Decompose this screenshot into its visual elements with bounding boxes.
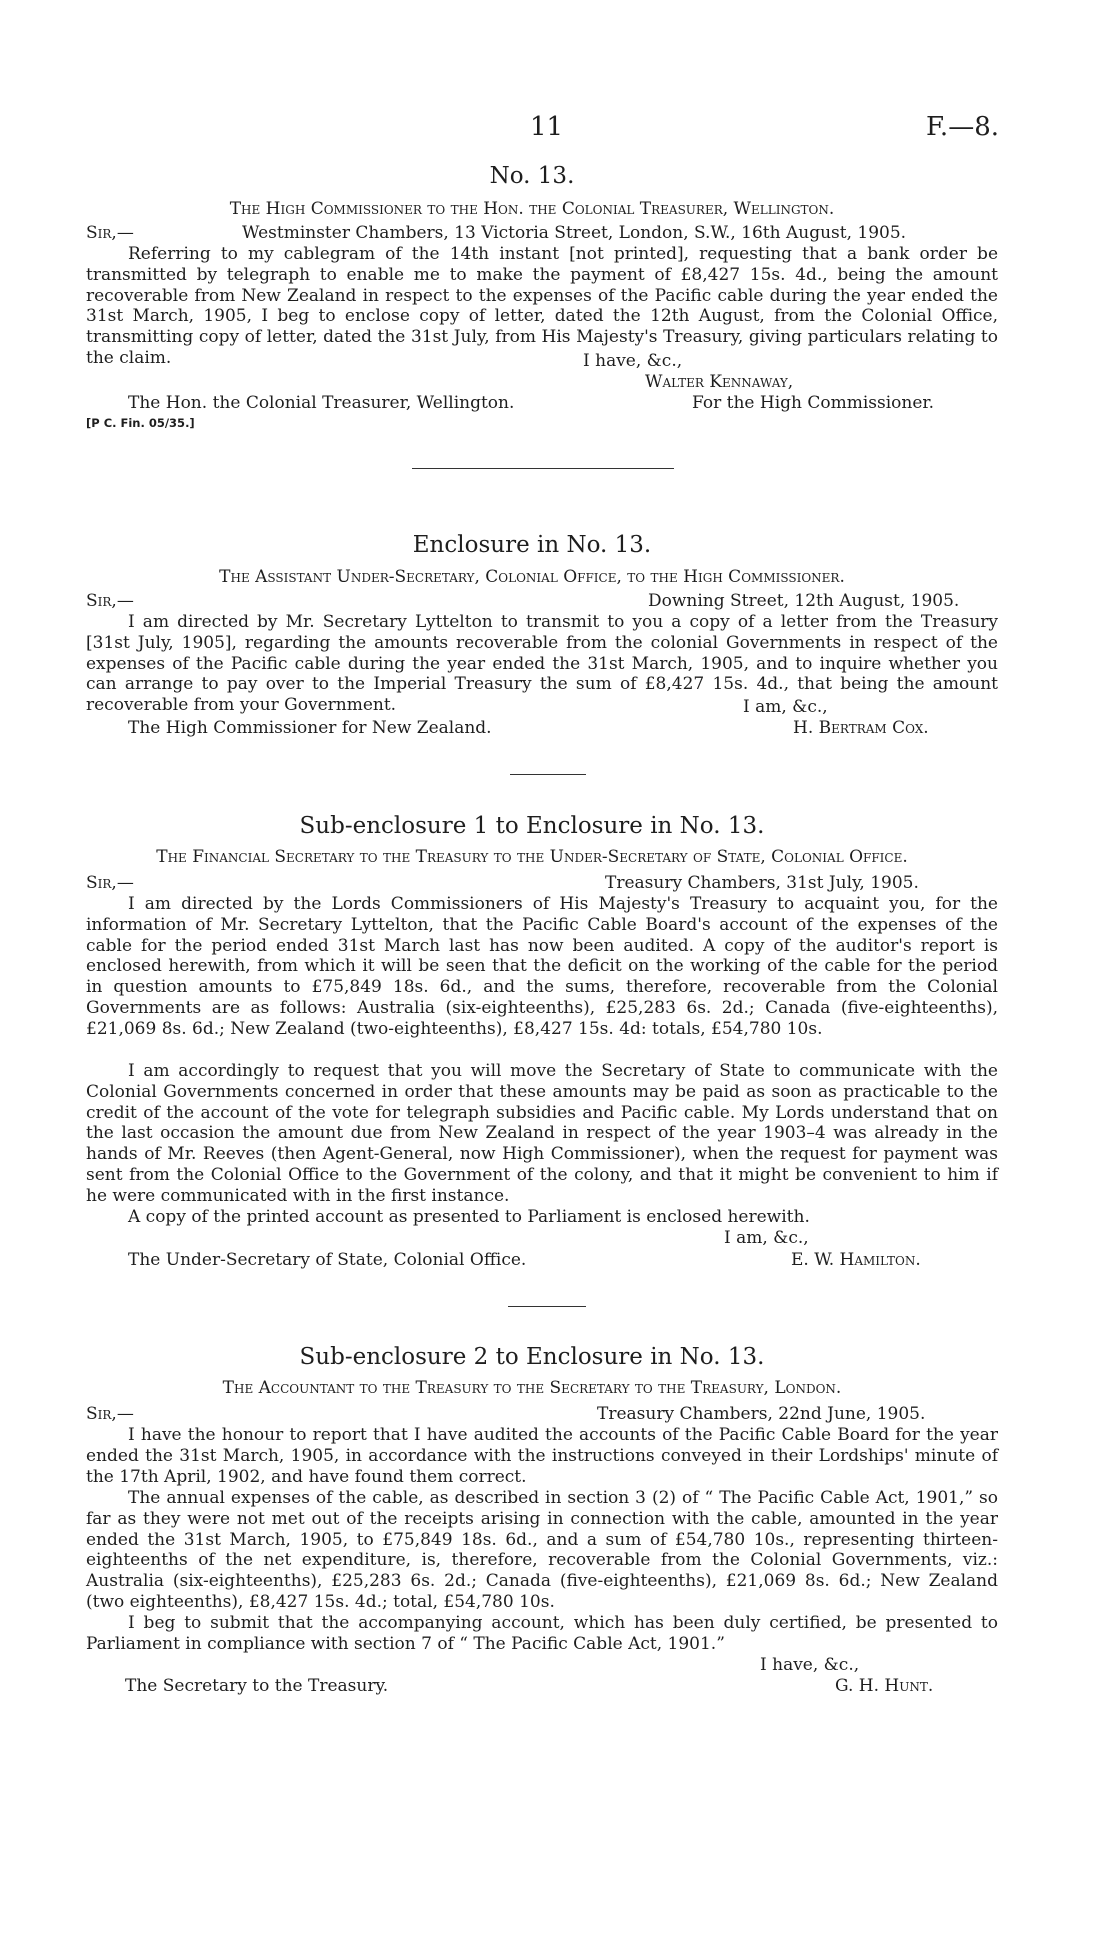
sub2-paragraph-2: The annual expenses of the cable, as described in section 3 (2) of “ The Pacific Cable Act, 1901,” so far as they were not met out of the receipts arising in connection with the cable, amounted in the year ended the 31st March, 1905, to £75,849 18s. 6d., and a sum of £54,780 10s., representing thirteen-eighteenths of the net expenditure, is, therefore, recoverable from the Colonial Governments, viz.: Australia (six-eighteenths), £25,283 6s. 2d.; Canada (five-eighteenths), £21,069 8s. 6d.; New Zealand (two eighteenths), £8,427 15s. 4d.; total, £54,780 10s. xyxy=(86,1488,998,1612)
letter-signature-title: For the High Commissioner. xyxy=(692,393,935,413)
letter-salutation: Sir,— xyxy=(86,223,134,243)
sub1-salutation: Sir,— xyxy=(86,873,134,893)
sub1-closing: I am, &c., xyxy=(724,1228,809,1248)
section-divider xyxy=(412,468,674,469)
sub1-signature: E. W. Hamilton. xyxy=(791,1250,921,1270)
enclosure-signature: H. Bertram Cox. xyxy=(793,718,929,738)
letter-body: Referring to my cablegram of the 14th instant [not printed], requesting that a bank order be transmitted by telegraph to enable me to make the payment of £8,427 15s. 4d., being the amount recoverable from New Zealand in respect to the expenses of the Pacific cable during the year ended the 31st March, 1905, I beg to enclose copy of letter, dated the 12th August, from the Colonial Office, transmitting copy of letter, dated the 31st July, from His Majesty's Treasury, giving particulars relating to the claim. xyxy=(86,244,998,368)
sub2-addressee: The Secretary to the Treasury. xyxy=(125,1676,389,1696)
sub1-paragraph-2: I am accordingly to request that you will move the Secretary of State to communicate with the Colonial Governments concerned in order that these amounts may be paid as soon as practicable to the credit of the account of the vote for telegraph subsidies and Pacific cable. My Lords understand that on the last occasion the amount due from New Zealand in respect of the year 1903–4 was already in the hands of Mr. Reeves (then Agent-General, now High Commissioner), when the request for payment was sent from the Colonial Office to the Government of the colony, and that it might be convenient to him if he were communicated with in the first instance. xyxy=(86,1061,998,1206)
sub1-addressee: The Under-Secretary of State, Colonial Office. xyxy=(128,1250,527,1270)
sub2-signature: G. H. Hunt. xyxy=(835,1676,934,1696)
enclosure-dateline: Downing Street, 12th August, 1905. xyxy=(648,591,960,611)
enclosure-from-to: The Assistant Under-Secretary, Colonial Office, to the High Commissioner. xyxy=(219,567,845,587)
file-reference: [P C. Fin. 05/35.] xyxy=(86,416,195,430)
enclosure-addressee: The High Commissioner for New Zealand. xyxy=(128,718,492,738)
sub2-from-to: The Accountant to the Treasury to the Secretary to the Treasury, London. xyxy=(222,1378,842,1398)
letter-signature: Walter Kennaway, xyxy=(645,372,794,392)
page-number: 11 xyxy=(530,112,564,142)
sub1-from-to: The Financial Secretary to the Treasury to the Under-Secretary of State, Colonial Office. xyxy=(156,847,908,867)
sub2-heading: Sub-enclosure 2 to Enclosure in No. 13. xyxy=(299,1344,765,1370)
sub2-dateline: Treasury Chambers, 22nd June, 1905. xyxy=(597,1404,926,1424)
enclosure-heading: Enclosure in No. 13. xyxy=(412,532,652,558)
sub1-paragraph-3: A copy of the printed account as presented to Parliament is enclosed herewith. xyxy=(128,1207,810,1227)
letter-dateline: Westminster Chambers, 13 Victoria Street, London, S.W., 16th August, 1905. xyxy=(242,223,907,243)
letter-from-to: The High Commissioner to the Hon. the Colonial Treasurer, Wellington. xyxy=(229,199,835,219)
section-divider xyxy=(510,774,586,775)
sub2-salutation: Sir,— xyxy=(86,1404,134,1424)
section-divider xyxy=(508,1306,586,1307)
sub2-paragraph-3: I beg to submit that the accompanying account, which has been duly certified, be presented to Parliament in compliance with section 7 of “ The Pacific Cable Act, 1901.” xyxy=(86,1613,998,1654)
letter-closing: I have, &c., xyxy=(583,351,683,371)
enclosure-body: I am directed by Mr. Secretary Lyttelton to transmit to you a copy of a letter from the Treasury [31st July, 1905], regarding the amounts recoverable from the colonial Governments in respect of the expenses of the Pacific cable during the year ended the 31st March, 1905, and to inquire whether you can arrange to pay over to the Imperial Treasury the sum of £8,427 15s. 4d., that being the amount recoverable from your Government. xyxy=(86,612,998,716)
letter-heading: No. 13. xyxy=(489,163,575,189)
sub1-heading: Sub-enclosure 1 to Enclosure in No. 13. xyxy=(299,813,765,839)
letter-addressee: The Hon. the Colonial Treasurer, Wellington. xyxy=(128,393,515,413)
sub2-paragraph-1: I have the honour to report that I have audited the accounts of the Pacific Cable Board for the year ended the 31st March, 1905, in accordance with the instructions conveyed in their Lordships' minute of the 17th April, 1902, and have found them correct. xyxy=(86,1425,998,1487)
sub1-paragraph-1: I am directed by the Lords Commissioners of His Majesty's Treasury to acquaint you, for the information of Mr. Secretary Lyttelton, that the Pacific Cable Board's account of the expenses of the cable for the period ended 31st March last has now been audited. A copy of the auditor's report is enclosed herewith, from which it will be seen that the deficit on the working of the cable for the period in question amounts to £75,849 18s. 6d., and the sums, therefore, recoverable from the Colonial Governments are as follows: Australia (six-eighteenths), £25,283 6s. 2d.; Canada (five-eighteenths), £21,069 8s. 6d.; New Zealand (two-eighteenths), £8,427 15s. 4d: totals, £54,780 10s. xyxy=(86,894,998,1039)
series-code: F.—8. xyxy=(925,112,999,142)
sub2-closing: I have, &c., xyxy=(760,1655,860,1675)
sub1-dateline: Treasury Chambers, 31st July, 1905. xyxy=(605,873,919,893)
enclosure-closing: I am, &c., xyxy=(743,697,828,717)
enclosure-salutation: Sir,— xyxy=(86,591,134,611)
